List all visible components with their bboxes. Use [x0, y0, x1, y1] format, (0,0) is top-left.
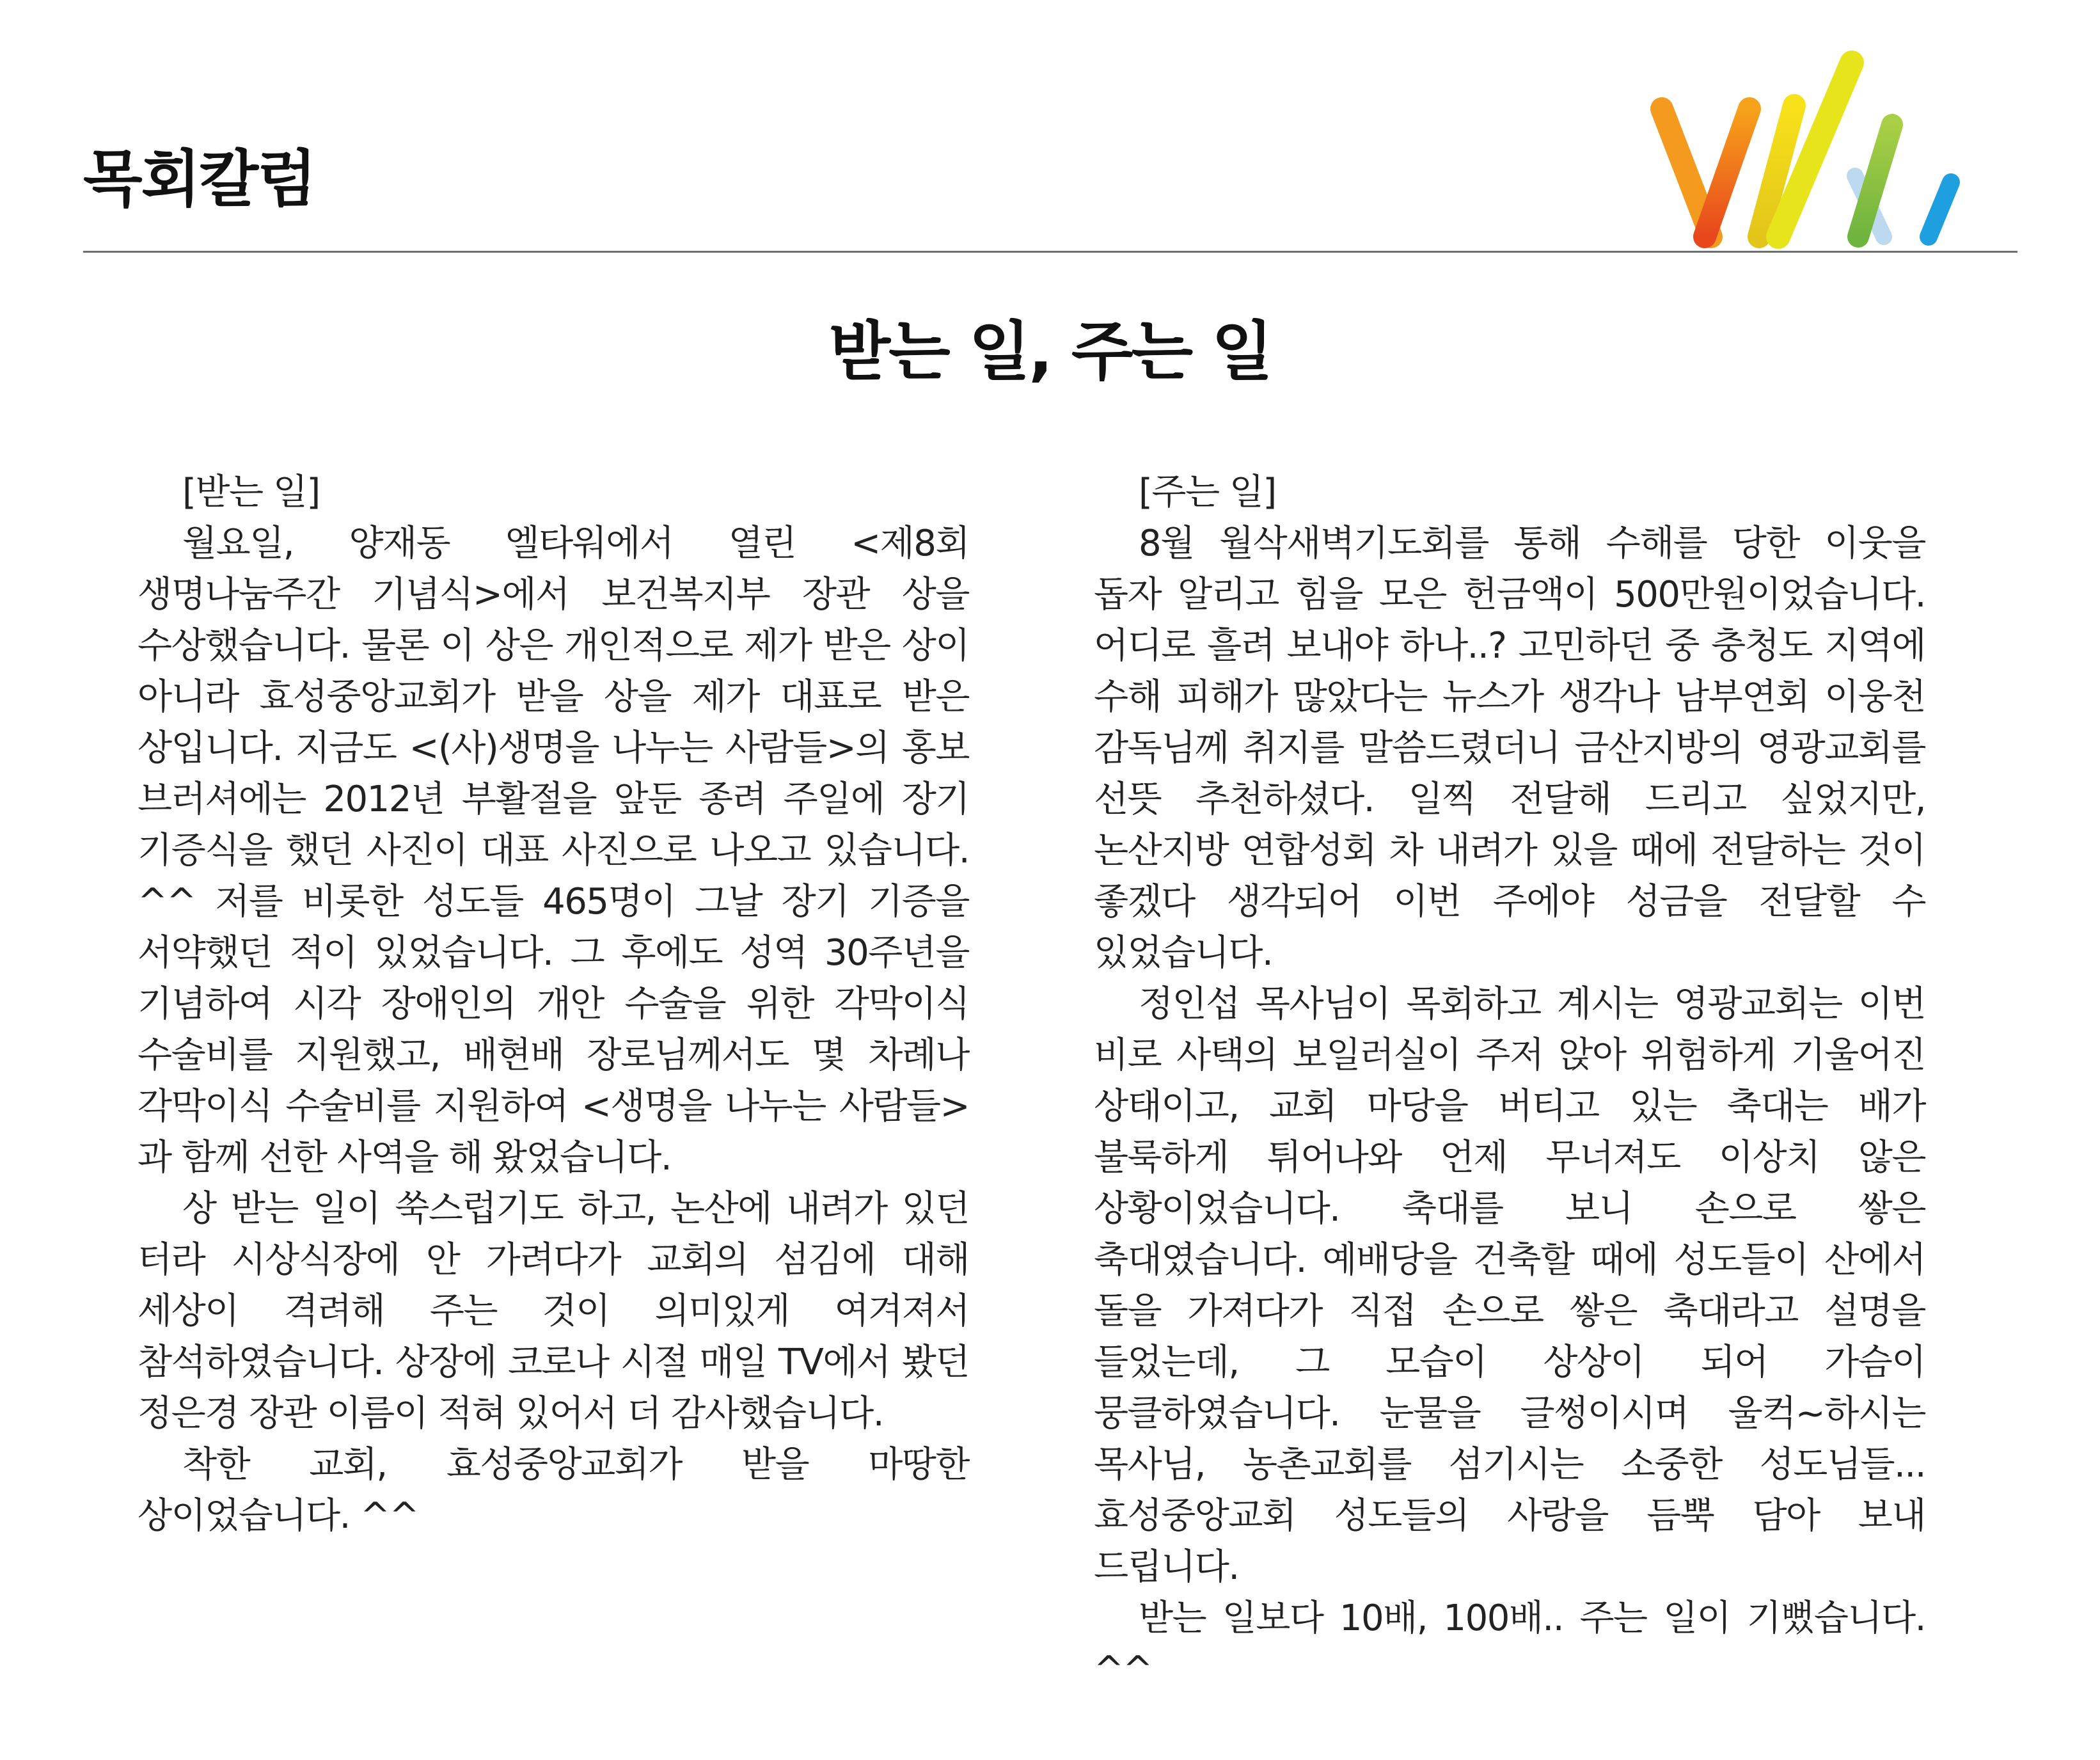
right-paragraph-1: 8월 월삭새벽기도회를 통해 수해를 당한 이웃을 돕자 알리고 힘을 모은 헌금액이 500만원이었습니다. 어디로 흘려 보내야 하나..? 고민하던 중 충청도 지역에 수해 피해가 많았다는 뉴스가 생각나 남부연회 이웅천 감독님께 취지를 말씀드렸더니 금산지방의 영광교회를 선뜻 추천하셨다. 일찍 전달해 드리고 싶었지만, 논산지방 연합성회 차 내려가 있을 때에 전달하는 것이 좋겠다 생각되어 이번 주에야 성금을 전달할 수 있었습니다. — [1094, 523, 1925, 974]
right-paragraph-3: 받는 일보다 10배, 100배.. 주는 일이 기뻤습니다. ^^ — [1094, 1597, 1925, 1690]
left-column — [138, 467, 969, 1542]
left-paragraph-3: 착한 교회, 효성중앙교회가 받을 마땅한 상이었습니다. ^^ — [138, 1444, 969, 1537]
right-column — [1094, 467, 1925, 1695]
logo-stroke-orange-right — [1705, 109, 1749, 237]
church-logo — [1638, 45, 1983, 256]
right-column-heading: [주는 일] — [1139, 472, 1276, 513]
article-title: 받는 일, 주는 일 — [828, 314, 1272, 389]
right-paragraph-2: 정인섭 목사님이 목회하고 계시는 영광교회는 이번 비로 사택의 보일러실이 주저 앉아 위험하게 기울어진 상태이고, 교회 마당을 버티고 있는 축대는 배가 불룩하게 튀어나와 언제 무너져도 이상치 않은 상황이었습니다. 축대를 보니 손으로 쌓은 축대였습니다. 예배당을 건축할 때에 성도들이 산에서 돌을 가져다가 직접 손으로 쌓은 축대라고 설명을 들었는데, 그 모습이 상상이 되어 가슴이 뭉클하였습니다. 눈물을 글썽이시며 울컥~하시는 목사님, 농촌교회를 섬기시는 소중한 성도님들... 효성중앙교회 성도들의 사랑을 듬뿍 담아 보내 드립니다. — [1094, 983, 1925, 1588]
left-paragraph-1: 월요일, 양재동 엘타워에서 열린 <제8회 생명나눔주간 기념식>에서 보건복지부 장관 상을 수상했습니다. 물론 이 상은 개인적으로 제가 받은 상이 아니라 효성중앙교회가 받을 상을 제가 대표로 받은 상입니다. 지금도 <(사)생명을 나누는 사람들>의 홍보 브러셔에는 2012년 부활절을 앞둔 종려 주일에 장기 기증식을 했던 사진이 대표 사진으로 나오고 있습니다. ^^ 저를 비롯한 성도들 465명이 그날 장기 기증을 서약했던 적이 있었습니다. 그 후에도 성역 30주년을 기념하여 시각 장애인의 개안 수술을 위한 각막이식 수술비를 지원했고, 배현배 장로님께서도 몇 차례나 각막이식 수술비를 지원하여 <생명을 나누는 사람들>과 함께 선한 사역을 해 왔었습니다. — [138, 523, 969, 1178]
logo-stroke-blue — [1929, 182, 1951, 237]
header-divider — [83, 251, 2017, 253]
left-paragraph-2: 상 받는 일이 쑥스럽기도 하고, 논산에 내려가 있던 터라 시상식장에 안 가려다가 교회의 섬김에 대해 세상이 격려해 주는 것이 의미있게 여겨져서 참석하였습니다. 상장에 코로나 시절 매일 TV에서 봤던 정은경 장관 이름이 적혀 있어서 더 감사했습니다. — [138, 1188, 969, 1434]
left-column-heading: [받는 일] — [182, 472, 320, 513]
section-label: 목회칼럼 — [83, 143, 315, 215]
